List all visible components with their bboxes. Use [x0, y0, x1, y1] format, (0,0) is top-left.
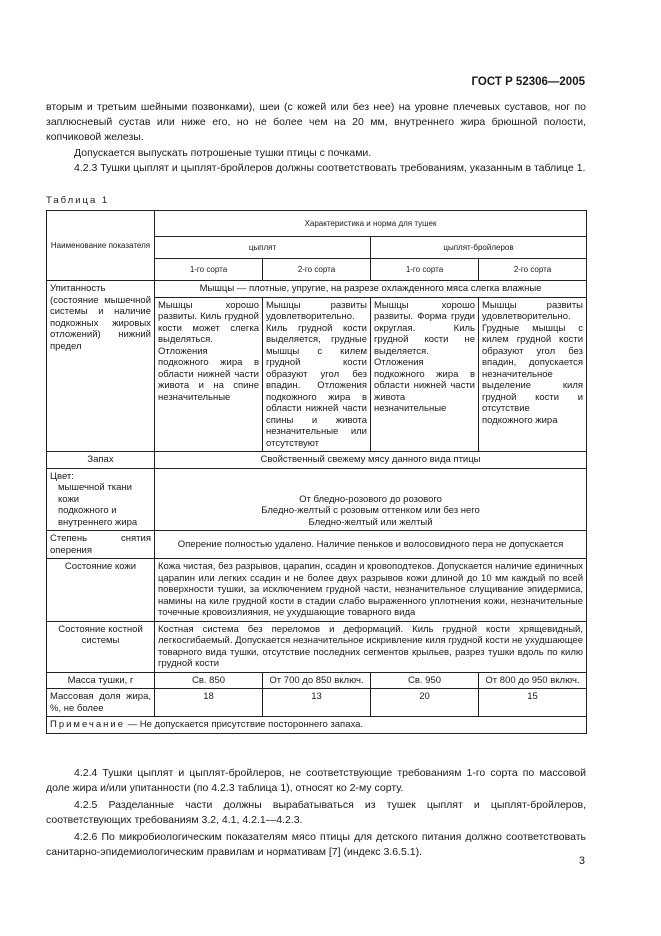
- document-code: ГОСТ Р 52306—2005: [471, 76, 585, 88]
- header-indicator: Наименование показателя: [47, 211, 155, 281]
- row-label-skin: Состояние кожи: [47, 559, 155, 622]
- header-chickens: цыплят: [155, 237, 371, 259]
- color-item-skin: кожи: [58, 493, 80, 505]
- intro-paragraph-continuation: вторым и третьим шейными позвонками), шеи (с кожей или без нее) на уровне плечевых суставов, ног по заплюсневый сустав или ниже его, но не более чем на 20 мм, внутреннего жира брюшной полости, копчиковой железы.: [46, 101, 586, 143]
- smell-value: Свойственный свежему мясу данного вида птицы: [155, 452, 587, 469]
- mass-broilers-grade-1: Св. 950: [371, 672, 479, 689]
- color-values: [155, 468, 587, 531]
- row-label-fat: Массовая доля жира, %, не более: [47, 689, 155, 717]
- header-chickens-grade-2: 2-го сорта: [263, 259, 371, 281]
- skin-value: Кожа чистая, без разрывов, царапин, ссадин и кровоподтеков. Допускается наличие единичных царапин или легких ссадин и не более двух разрывов кожи длиной до 10 мм каждый по всей поверхности тушки, за исключением грудной части, незначительное слущивание эпидермиса, намины на киле грудной кости в стадии слабо выраженного уплотнения кожи, незначительные точечные кровоизлияния, не ухудшающие товарного вида: [155, 559, 587, 622]
- header-characteristic: Характеристика и норма для тушек: [155, 211, 587, 237]
- fatness-broilers-grade-2: Мышцы развиты удовлетворительно. Грудные мышцы с килем грудной кости образуют угол без впадин, допускается незначительное выделение киля грудной кости и отсутствие подкожного жира: [479, 297, 587, 452]
- fatness-chickens-grade-2: Мышцы развиты удовлетворительно. Киль грудной кости выделяется, грудные мышцы с килем грудной кости образуют угол без впадин. Отложения подкожного жира в области нижней части спины и живота незначительные или отсутствуют: [263, 297, 371, 452]
- header-broilers-grade-2: 2-го сорта: [479, 259, 587, 281]
- fat-broilers-grade-2: 15: [479, 689, 587, 717]
- intro-paragraph-kidneys: Допускается выпускать потрошеные тушки птицы с почками.: [74, 147, 372, 159]
- section-4-2-4: 4.2.4 Тушки цыплят и цыплят-бройлеров, не соответствующие требованиям 1-го сорта по массовой доле жира и/или упитанности (по 4.2.3 таблица 1), относят ко 2-му сорту.: [46, 767, 586, 794]
- section-4-2-3: 4.2.3 Тушки цыплят и цыплят-бройлеров должны соответствовать требованиям, указанным в таблице 1.: [74, 162, 586, 174]
- mass-chickens-grade-2: От 700 до 850 включ.: [263, 672, 371, 689]
- header-chickens-grade-1: 1-го сорта: [155, 259, 263, 281]
- fatness-chickens-grade-1: Мышцы хорошо развиты. Киль грудной кости может слегка выделяться. Отложения подкожного жира в области нижней части живота и на спине незначительные: [155, 297, 263, 452]
- note-prefix: Примечание: [50, 719, 125, 730]
- page-number: 3: [578, 855, 585, 867]
- note-text: — Не допускается присутствие постороннего запаха.: [125, 719, 364, 730]
- section-4-2-6: 4.2.6 По микробиологическим показателям мясо птицы для детского питания должно соответствовать санитарно-эпидемиологическим правилам и нормативам [7] (индекс 3.6.5.1).: [46, 831, 586, 858]
- color-item-fat: подкожного и внутреннего жира: [58, 505, 138, 528]
- color-value-fat: Бледно-желтый или желтый: [308, 516, 433, 528]
- color-label: Цвет:: [50, 470, 74, 482]
- fat-broilers-grade-1: 20: [371, 689, 479, 717]
- fat-chickens-grade-1: 18: [155, 689, 263, 717]
- fat-chickens-grade-2: 13: [263, 689, 371, 717]
- table-caption: Таблица 1: [46, 195, 110, 206]
- color-value-skin: Бледно-желтый с розовым оттенком или без него: [261, 505, 480, 516]
- color-item-muscle: мышечной ткани: [58, 482, 132, 493]
- plucking-value: Оперение полностью удалено. Наличие пеньков и волосовидного пера не допускается: [155, 531, 587, 559]
- row-label-color: [47, 468, 155, 531]
- row-label-bones: Состояние костной системы: [47, 621, 155, 672]
- section-4-2-5: 4.2.5 Разделанные части должны вырабатываться из тушек цыплят и цыплят-бройлеров, соответствующих требованиям 3.2, 4.1, 4.2.1—4.2.3.: [46, 799, 586, 826]
- mass-chickens-grade-1: Св. 850: [155, 672, 263, 689]
- fatness-common: Мышцы — плотные, упругие, на разрезе охлажденного мяса слегка влажные: [155, 281, 587, 298]
- bones-value: Костная система без переломов и деформаций. Киль грудной кости хрящевидный, легкосгибаемый. Допускается незначительное искривление киля грудной кости не ухудшающее товарного вида тушки, отсутствие последних сегментов крыльев, разрез тушки вдоль по килю грудной кости: [155, 621, 587, 672]
- row-label-smell: Запах: [47, 452, 155, 469]
- row-label-fatness: Упитанность (состояние мышечной системы и наличие подкожных жировых отложений) нижний предел: [47, 281, 155, 452]
- mass-broilers-grade-2: От 800 до 950 включ.: [479, 672, 587, 689]
- fatness-broilers-grade-1: Мышцы хорошо развиты. Форма груди округлая. Киль грудной кости не выделяется. Отложения подкожного жира в области нижней части живота незначительные: [371, 297, 479, 452]
- requirements-table: [46, 210, 587, 734]
- table-note: [47, 717, 587, 734]
- row-label-plucking: Степень снятия оперения: [47, 531, 155, 559]
- header-broilers: цыплят-бройлеров: [371, 237, 587, 259]
- header-broilers-grade-1: 1-го сорта: [371, 259, 479, 281]
- color-value-muscle: От бледно-розового до розового: [299, 493, 442, 505]
- row-label-mass: Масса тушки, г: [47, 672, 155, 689]
